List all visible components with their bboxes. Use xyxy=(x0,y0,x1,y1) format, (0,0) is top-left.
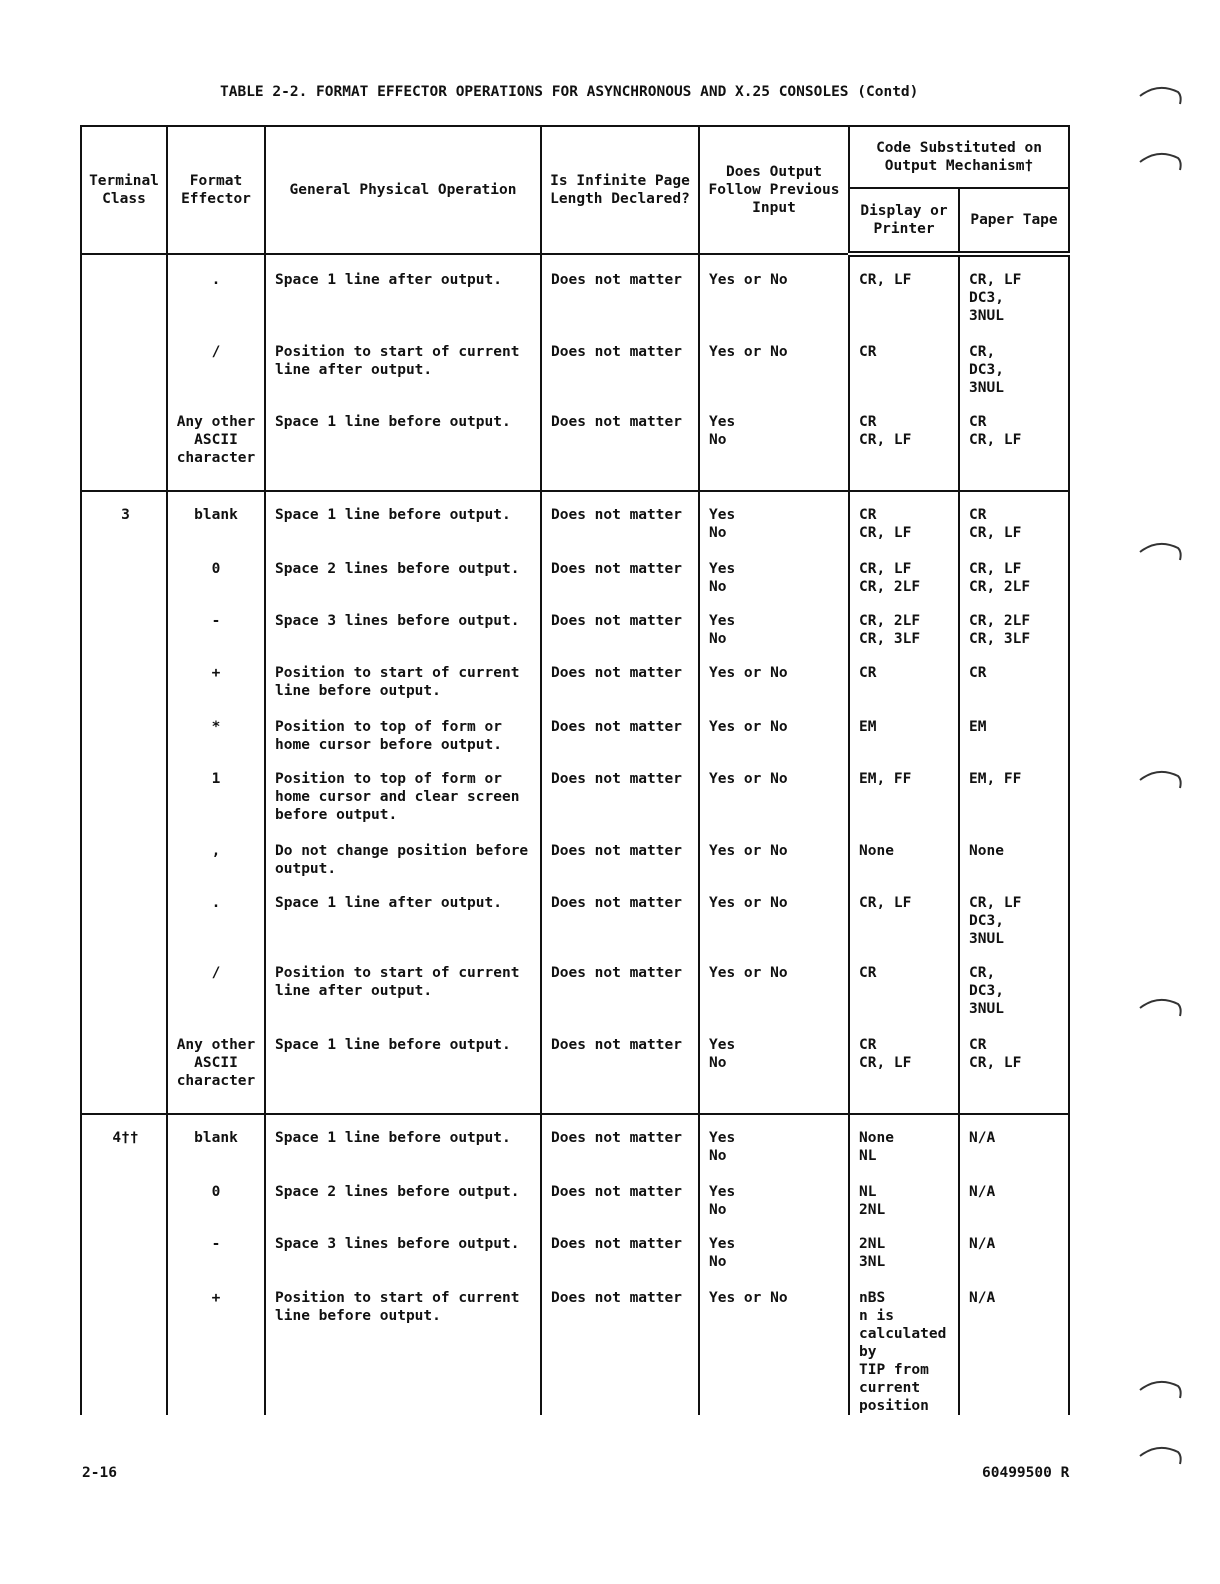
paper-tape-cell: N/A xyxy=(959,1183,1069,1235)
table-row xyxy=(81,413,1069,491)
infinite-page-cell: Does not matter xyxy=(541,718,699,770)
display-printer-cell: EM xyxy=(849,718,959,770)
spacer-cell xyxy=(849,1114,959,1129)
terminal-class-cell xyxy=(81,964,167,1036)
spacer-cell xyxy=(81,1114,167,1129)
table-row xyxy=(81,271,1069,343)
infinite-page-cell: Does not matter xyxy=(541,894,699,964)
header-format-effector: Format Effector xyxy=(167,126,265,254)
terminal-class-cell xyxy=(81,1036,167,1114)
binder-hole-mark xyxy=(1138,1444,1184,1466)
spacer-cell xyxy=(959,491,1069,506)
spacer-cell xyxy=(699,254,849,271)
paper-tape-cell: CR, DC3, 3NUL xyxy=(959,964,1069,1036)
binder-hole-mark xyxy=(1138,1378,1184,1400)
spacer-cell xyxy=(265,491,541,506)
table-row xyxy=(81,1235,1069,1289)
spacer-cell xyxy=(959,254,1069,271)
follow-input-cell: Yes or No xyxy=(699,770,849,842)
display-printer-cell: NL 2NL xyxy=(849,1183,959,1235)
format-effector-cell: + xyxy=(167,1289,265,1415)
format-effector-cell: blank xyxy=(167,1129,265,1183)
operation-cell: Space 1 line before output. xyxy=(265,1036,541,1114)
display-printer-cell: CR CR, LF xyxy=(849,413,959,491)
display-printer-cell: EM, FF xyxy=(849,770,959,842)
binder-hole-mark xyxy=(1138,996,1184,1018)
display-printer-cell: CR, LF CR, 2LF xyxy=(849,560,959,612)
format-effector-cell: blank xyxy=(167,506,265,560)
table-row xyxy=(81,894,1069,964)
follow-input-cell: Yes No xyxy=(699,1129,849,1183)
terminal-class-cell: 4†† xyxy=(81,1129,167,1183)
spacer-cell xyxy=(81,491,167,506)
terminal-class-cell xyxy=(81,1235,167,1289)
spacer-cell xyxy=(167,1114,265,1129)
infinite-page-cell: Does not matter xyxy=(541,413,699,491)
infinite-page-cell: Does not matter xyxy=(541,1036,699,1114)
binder-hole-mark xyxy=(1138,84,1184,106)
display-printer-cell: 2NL 3NL xyxy=(849,1235,959,1289)
paper-tape-cell: EM xyxy=(959,718,1069,770)
terminal-class-cell xyxy=(81,612,167,664)
operation-cell: Position to start of current line after output. xyxy=(265,964,541,1036)
spacer-cell xyxy=(959,1114,1069,1129)
operation-cell: Space 1 line before output. xyxy=(265,413,541,491)
display-printer-cell: CR CR, LF xyxy=(849,1036,959,1114)
display-printer-cell: nBS n is calculated by TIP from current position xyxy=(849,1289,959,1415)
operation-cell: Space 1 line after output. xyxy=(265,894,541,964)
binder-hole-mark xyxy=(1138,150,1184,172)
operation-cell: Space 2 lines before output. xyxy=(265,1183,541,1235)
follow-input-cell: Yes No xyxy=(699,560,849,612)
infinite-page-cell: Does not matter xyxy=(541,770,699,842)
operation-cell: Space 2 lines before output. xyxy=(265,560,541,612)
paper-tape-cell: N/A xyxy=(959,1289,1069,1415)
display-printer-cell: CR xyxy=(849,964,959,1036)
terminal-class-cell xyxy=(81,770,167,842)
follow-input-cell: Yes No xyxy=(699,506,849,560)
format-effector-cell: * xyxy=(167,718,265,770)
table-row xyxy=(81,964,1069,1036)
header-paper-tape: Paper Tape xyxy=(959,188,1069,254)
infinite-page-cell: Does not matter xyxy=(541,842,699,894)
paper-tape-cell: CR, LF DC3, 3NUL xyxy=(959,894,1069,964)
follow-input-cell: Yes or No xyxy=(699,842,849,894)
spacer-cell xyxy=(849,491,959,506)
format-effector-cell: 0 xyxy=(167,560,265,612)
infinite-page-cell: Does not matter xyxy=(541,612,699,664)
operation-cell: Position to start of current line after output. xyxy=(265,343,541,413)
infinite-page-cell: Does not matter xyxy=(541,1183,699,1235)
format-effector-cell: / xyxy=(167,964,265,1036)
header-display-printer: Display or Printer xyxy=(849,188,959,254)
spacer-cell xyxy=(167,254,265,271)
table-row xyxy=(81,718,1069,770)
spacer-cell xyxy=(167,491,265,506)
follow-input-cell: Yes or No xyxy=(699,718,849,770)
infinite-page-cell: Does not matter xyxy=(541,343,699,413)
display-printer-cell: CR CR, LF xyxy=(849,506,959,560)
terminal-class-cell xyxy=(81,560,167,612)
spacer-cell xyxy=(849,254,959,271)
terminal-class-cell xyxy=(81,842,167,894)
spacer-cell xyxy=(541,491,699,506)
follow-input-cell: Yes No xyxy=(699,1183,849,1235)
header-operation: General Physical Operation xyxy=(265,126,541,254)
terminal-class-cell xyxy=(81,343,167,413)
format-effector-cell: / xyxy=(167,343,265,413)
operation-cell: Space 1 line after output. xyxy=(265,271,541,343)
document-number: 60499500 R xyxy=(982,1465,1070,1481)
follow-input-cell: Yes No xyxy=(699,1235,849,1289)
infinite-page-cell: Does not matter xyxy=(541,664,699,718)
table-row xyxy=(81,1183,1069,1235)
infinite-page-cell: Does not matter xyxy=(541,560,699,612)
paper-tape-cell: N/A xyxy=(959,1129,1069,1183)
table-row xyxy=(81,560,1069,612)
infinite-page-cell: Does not matter xyxy=(541,1289,699,1415)
format-effector-cell: - xyxy=(167,612,265,664)
format-effector-cell: , xyxy=(167,842,265,894)
table-row xyxy=(81,770,1069,842)
spacer-cell xyxy=(699,1114,849,1129)
follow-input-cell: Yes or No xyxy=(699,1289,849,1415)
infinite-page-cell: Does not matter xyxy=(541,271,699,343)
format-effector-cell: + xyxy=(167,664,265,718)
operation-cell: Position to top of form or home cursor before output. xyxy=(265,718,541,770)
display-printer-cell: CR xyxy=(849,664,959,718)
format-effector-cell: Any other ASCII character xyxy=(167,1036,265,1114)
follow-input-cell: Yes No xyxy=(699,1036,849,1114)
paper-tape-cell: CR CR, LF xyxy=(959,413,1069,491)
spacer-cell xyxy=(541,254,699,271)
header-follow-input: Does Output Follow Previous Input xyxy=(699,126,849,254)
format-effector-cell: 1 xyxy=(167,770,265,842)
terminal-class-cell xyxy=(81,271,167,343)
paper-tape-cell: CR CR, LF xyxy=(959,506,1069,560)
table-row xyxy=(81,612,1069,664)
header-code-substituted: Code Substituted on Output Mechanism† xyxy=(849,126,1069,188)
paper-tape-cell: CR CR, LF xyxy=(959,1036,1069,1114)
paper-tape-cell: CR xyxy=(959,664,1069,718)
terminal-class-cell xyxy=(81,894,167,964)
infinite-page-cell: Does not matter xyxy=(541,1235,699,1289)
display-printer-cell: None xyxy=(849,842,959,894)
spacer-cell xyxy=(699,491,849,506)
display-printer-cell: None NL xyxy=(849,1129,959,1183)
paper-tape-cell: EM, FF xyxy=(959,770,1069,842)
table-row xyxy=(81,343,1069,413)
spacer-cell xyxy=(541,1114,699,1129)
page-number: 2-16 xyxy=(82,1465,117,1481)
table-row xyxy=(81,1129,1069,1183)
terminal-class-cell xyxy=(81,1183,167,1235)
follow-input-cell: Yes or No xyxy=(699,894,849,964)
follow-input-cell: Yes or No xyxy=(699,964,849,1036)
infinite-page-cell: Does not matter xyxy=(541,506,699,560)
paper-tape-cell: None xyxy=(959,842,1069,894)
header-infinite-page: Is Infinite Page Length Declared? xyxy=(541,126,699,254)
operation-cell: Do not change position before output. xyxy=(265,842,541,894)
format-effector-table xyxy=(80,125,1070,1415)
format-effector-cell: 0 xyxy=(167,1183,265,1235)
operation-cell: Space 1 line before output. xyxy=(265,1129,541,1183)
terminal-class-cell xyxy=(81,664,167,718)
format-effector-cell: - xyxy=(167,1235,265,1289)
follow-input-cell: Yes or No xyxy=(699,271,849,343)
paper-tape-cell: CR, DC3, 3NUL xyxy=(959,343,1069,413)
terminal-class-cell xyxy=(81,413,167,491)
spacer-cell xyxy=(81,254,167,271)
binder-hole-mark xyxy=(1138,768,1184,790)
operation-cell: Space 3 lines before output. xyxy=(265,1235,541,1289)
table-body xyxy=(81,254,1069,1415)
display-printer-cell: CR, LF xyxy=(849,894,959,964)
format-effector-cell: Any other ASCII character xyxy=(167,413,265,491)
infinite-page-cell: Does not matter xyxy=(541,964,699,1036)
header-terminal-class: Terminal Class xyxy=(81,126,167,254)
operation-cell: Space 3 lines before output. xyxy=(265,612,541,664)
terminal-class-cell xyxy=(81,718,167,770)
binder-hole-mark xyxy=(1138,540,1184,562)
follow-input-cell: Yes No xyxy=(699,413,849,491)
paper-tape-cell: CR, LF DC3, 3NUL xyxy=(959,271,1069,343)
display-printer-cell: CR, LF xyxy=(849,271,959,343)
display-printer-cell: CR xyxy=(849,343,959,413)
operation-cell: Position to start of current line before output. xyxy=(265,664,541,718)
follow-input-cell: Yes or No xyxy=(699,343,849,413)
table-row xyxy=(81,1289,1069,1415)
table-row xyxy=(81,842,1069,894)
paper-tape-cell: CR, 2LF CR, 3LF xyxy=(959,612,1069,664)
format-effector-cell: . xyxy=(167,894,265,964)
operation-cell: Position to start of current line before output. xyxy=(265,1289,541,1415)
infinite-page-cell: Does not matter xyxy=(541,1129,699,1183)
table-title: TABLE 2-2. FORMAT EFFECTOR OPERATIONS FOR ASYNCHRONOUS AND X.25 CONSOLES (Contd) xyxy=(220,84,919,100)
terminal-class-cell xyxy=(81,1289,167,1415)
operation-cell: Position to top of form or home cursor and clear screen before output. xyxy=(265,770,541,842)
spacer-cell xyxy=(265,1114,541,1129)
paper-tape-cell: N/A xyxy=(959,1235,1069,1289)
terminal-class-cell: 3 xyxy=(81,506,167,560)
follow-input-cell: Yes or No xyxy=(699,664,849,718)
table-row xyxy=(81,664,1069,718)
table-row xyxy=(81,1036,1069,1114)
table-row xyxy=(81,506,1069,560)
display-printer-cell: CR, 2LF CR, 3LF xyxy=(849,612,959,664)
paper-tape-cell: CR, LF CR, 2LF xyxy=(959,560,1069,612)
follow-input-cell: Yes No xyxy=(699,612,849,664)
operation-cell: Space 1 line before output. xyxy=(265,506,541,560)
spacer-cell xyxy=(265,254,541,271)
format-effector-cell: . xyxy=(167,271,265,343)
